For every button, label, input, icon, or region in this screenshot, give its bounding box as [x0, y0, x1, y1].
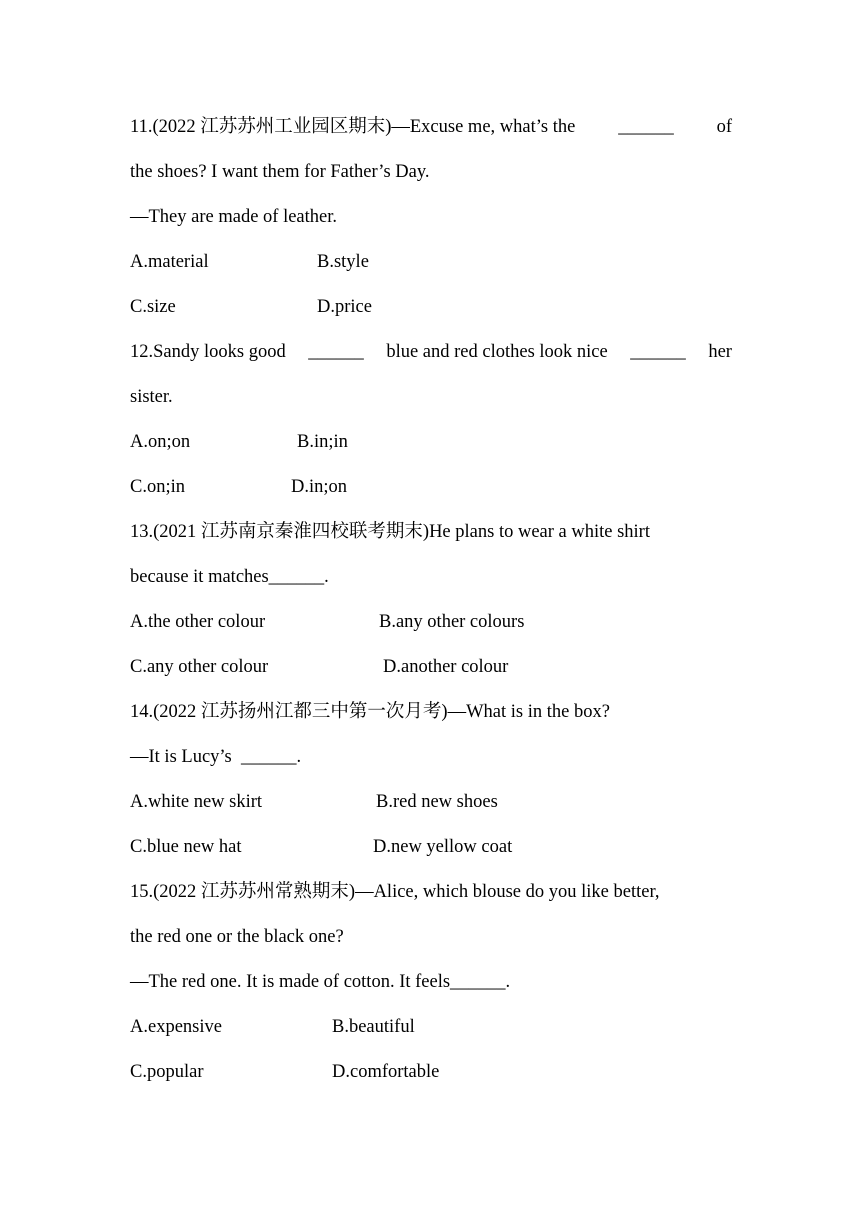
stem-text: blue and red clothes look nice [386, 342, 608, 362]
stem-text: of [716, 117, 732, 137]
stem-text: her [708, 342, 732, 362]
question-stem-line: —They are made of leather. [130, 207, 337, 227]
question-11 [130, 105, 732, 330]
question-stem-line: because it matches______. [130, 567, 329, 587]
option-a: A.the other colour [130, 612, 266, 632]
option-row [130, 600, 732, 645]
answer-blank: ______ [308, 342, 364, 362]
question-list [130, 105, 732, 1095]
question-stem-line: the red one or the black one? [130, 927, 344, 947]
option-a: A.expensive [130, 1017, 222, 1037]
question-stem-line: —The red one. It is made of cotton. It feels______. [130, 972, 511, 992]
option-d: D.price [317, 297, 372, 317]
option-row [130, 645, 732, 690]
answer-blank: ______ [630, 342, 686, 362]
question-stem-line: 14.(2022 江苏扬州江都三中第一次月考)—What is in the box? [130, 702, 610, 722]
option-c: C.popular [130, 1062, 204, 1082]
question-14 [130, 690, 732, 870]
option-d: D.new yellow coat [373, 837, 513, 857]
option-a: A.white new skirt [130, 792, 263, 812]
option-row [130, 1050, 732, 1095]
option-row [130, 780, 732, 825]
question-15 [130, 870, 732, 1095]
stem-text: 12.Sandy looks good [130, 342, 286, 362]
option-row [130, 1005, 732, 1050]
question-stem-line [130, 105, 732, 150]
question-stem-line: 13.(2021 江苏南京秦淮四校联考期末)He plans to wear a white shirt [130, 522, 650, 542]
option-a: A.material [130, 252, 209, 272]
option-d: D.another colour [383, 657, 509, 677]
option-b: B.beautiful [332, 1017, 415, 1037]
option-row [130, 420, 732, 465]
option-c: C.any other colour [130, 657, 269, 677]
question-stem-line [130, 330, 732, 375]
option-c: C.blue new hat [130, 837, 242, 857]
question-stem-line: 15.(2022 江苏苏州常熟期末)—Alice, which blouse do you like better, [130, 882, 660, 902]
question-12 [130, 330, 732, 510]
option-d: D.comfortable [332, 1062, 440, 1082]
option-row [130, 825, 732, 870]
option-b: B.red new shoes [376, 792, 498, 812]
option-d: D.in;on [291, 477, 348, 497]
option-b: B.style [317, 252, 369, 272]
option-b: B.any other colours [379, 612, 525, 632]
answer-blank: ______ [618, 117, 674, 137]
question-stem-line: sister. [130, 387, 173, 407]
option-row [130, 240, 732, 285]
option-row [130, 285, 732, 330]
option-row [130, 465, 732, 510]
option-c: C.size [130, 297, 176, 317]
question-13 [130, 510, 732, 690]
option-b: B.in;in [297, 432, 348, 452]
question-stem-line: —It is Lucy’s ______. [130, 747, 302, 767]
option-a: A.on;on [130, 432, 191, 452]
option-c: C.on;in [130, 477, 185, 497]
stem-text: 11.(2022 江苏苏州工业园区期末)—Excuse me, what’s the [130, 117, 576, 137]
question-stem-line: the shoes? I want them for Father’s Day. [130, 162, 430, 182]
